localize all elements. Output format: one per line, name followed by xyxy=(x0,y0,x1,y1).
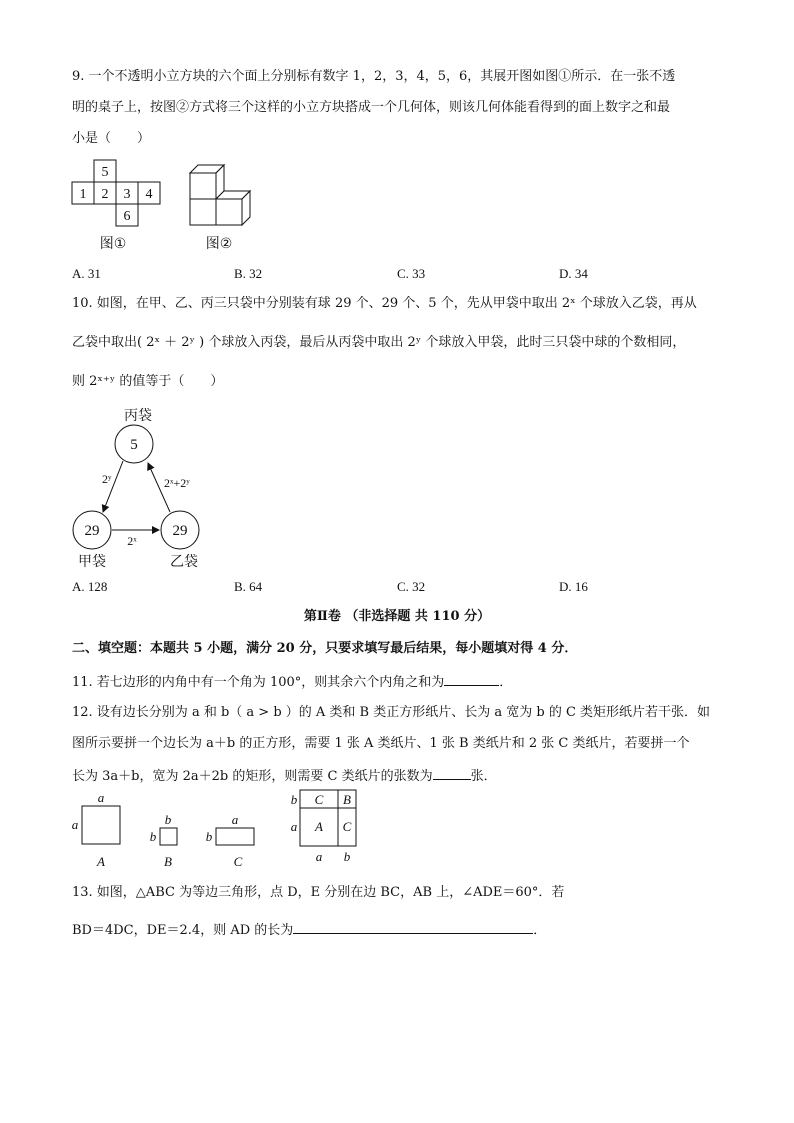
q13-line-2: BD＝4DC，DE＝2.4，则 AD 的长为 ． xyxy=(72,919,546,941)
net-face-5: 5 xyxy=(101,165,109,180)
fig1-label: 图① xyxy=(99,236,127,252)
svg-text:A: A xyxy=(315,819,323,834)
svg-text:b: b xyxy=(149,829,157,844)
svg-text:a: a xyxy=(71,817,79,832)
arrow-yi-to-bing-label: 2ˣ+2ʸ xyxy=(164,476,190,490)
arrow-jia-to-yi-label: 2ˣ xyxy=(127,534,137,548)
svg-text:b: b xyxy=(205,829,213,844)
svg-text:a: a xyxy=(315,849,323,864)
svg-text:C: C xyxy=(233,854,243,869)
bag-yi-label: 乙袋 xyxy=(170,554,198,570)
q10-bag-diagram xyxy=(60,400,240,575)
composite-square xyxy=(291,790,356,864)
square-a xyxy=(82,806,120,844)
q13-answer-blank xyxy=(293,919,533,934)
bag-jia-value: 29 xyxy=(84,523,100,539)
q12-line-2: 图所示要拼一个边长为 a＋b 的正方形，需要 1 张 A 类纸片、1 张 B 类纸片和 2 张 C 类纸片，若要拼一个 xyxy=(72,736,690,751)
square-b xyxy=(160,828,177,845)
q11-answer-blank xyxy=(444,671,499,686)
stacked-cubes-figure xyxy=(190,165,250,225)
bag-bing-label: 丙袋 xyxy=(124,408,152,424)
q12-line-3: 长为 3a＋b，宽为 2a＋2b 的矩形，则需要 C 类纸片的张数为 张． xyxy=(72,765,497,787)
bag-yi-value: 29 xyxy=(172,523,188,539)
q13-line-1: 13. 如图，△ABC 为等边三角形，点 D，E 分别在边 BC，AB 上，∠ADE＝60°．若 xyxy=(72,885,565,900)
q12-figures xyxy=(66,788,366,870)
svg-text:a: a xyxy=(97,790,105,805)
svg-text:b: b xyxy=(343,849,351,864)
net-face-1: 1 xyxy=(79,187,87,202)
arrow-bing-to-jia xyxy=(103,461,123,512)
net-face-6: 6 xyxy=(123,209,131,224)
q10-line-1: 10. 如图，在甲、乙、丙三只袋中分别装有球 29 个、29 个、5 个，先从甲袋中取出 2ˣ 个球放入乙袋，再从 xyxy=(72,296,697,311)
svg-text:b: b xyxy=(164,812,172,827)
q10-line-3: 则 2ˣ⁺ʸ 的值等于（ ） xyxy=(72,374,224,389)
fill-in-heading: 二、填空题：本题共 5 小题，满分 20 分，只要求填写最后结果，每小题填对得 4 分． xyxy=(72,641,578,656)
q9-line-3: 小是（ ） xyxy=(72,131,151,146)
svg-text:a: a xyxy=(290,819,298,834)
svg-text:B: B xyxy=(164,854,172,869)
q12-line-1: 12. 设有边长分别为 a 和 b（ a > b ）的 A 类和 B 类正方形纸片、长为 a 宽为 b 的 C 类矩形纸片若干张．如 xyxy=(72,705,711,720)
q10-option-d: D. 16 xyxy=(559,579,588,594)
q10-option-a: A. 128 xyxy=(72,579,108,594)
arrow-bing-to-jia-label: 2ʸ xyxy=(102,472,112,486)
net-face-4: 4 xyxy=(145,187,153,202)
svg-text:C: C xyxy=(342,819,352,834)
q11-text: 11. 若七边形的内角中有一个角为 100°，则其余六个内角之和为 ． xyxy=(72,671,512,693)
q9-option-a: A. 31 xyxy=(72,266,101,281)
q10-option-b: B. 64 xyxy=(234,579,263,594)
q9-option-b: B. 32 xyxy=(234,266,263,281)
bag-jia-label: 甲袋 xyxy=(78,554,106,570)
bag-bing-value: 5 xyxy=(130,437,138,453)
q9-option-c: C. 33 xyxy=(397,266,426,281)
q9-line-1: 9. 一个不透明小立方块的六个面上分别标有数字 1，2，3，4，5，6，其展开图如图①所示．在一张不透 xyxy=(72,69,676,84)
svg-text:B: B xyxy=(343,792,351,807)
rectangle-c xyxy=(216,828,254,845)
svg-text:C: C xyxy=(314,792,324,807)
q10-option-c: C. 32 xyxy=(397,579,426,594)
net-face-3: 3 xyxy=(123,187,131,202)
svg-text:b: b xyxy=(290,792,298,807)
section-2-title: 第Ⅱ卷 （非选择题 共 110 分） xyxy=(303,609,491,624)
q12-answer-blank xyxy=(433,765,471,780)
q9-option-d: D. 34 xyxy=(559,266,588,281)
q9-line-2: 明的桌子上，按图②方式将三个这样的小立方块搭成一个几何体，则该几何体能看得到的面上数字之和最 xyxy=(72,100,671,115)
fig2-label: 图② xyxy=(205,236,233,252)
q10-line-2: 乙袋中取出( 2ˣ ＋ 2ʸ ) 个球放入丙袋，最后从丙袋中取出 2ʸ 个球放入甲袋，此时三只袋中球的个数相同， xyxy=(72,335,686,350)
svg-text:a: a xyxy=(231,812,239,827)
svg-text:A: A xyxy=(97,854,105,869)
net-face-2: 2 xyxy=(101,187,109,202)
q9-figures xyxy=(66,155,266,255)
